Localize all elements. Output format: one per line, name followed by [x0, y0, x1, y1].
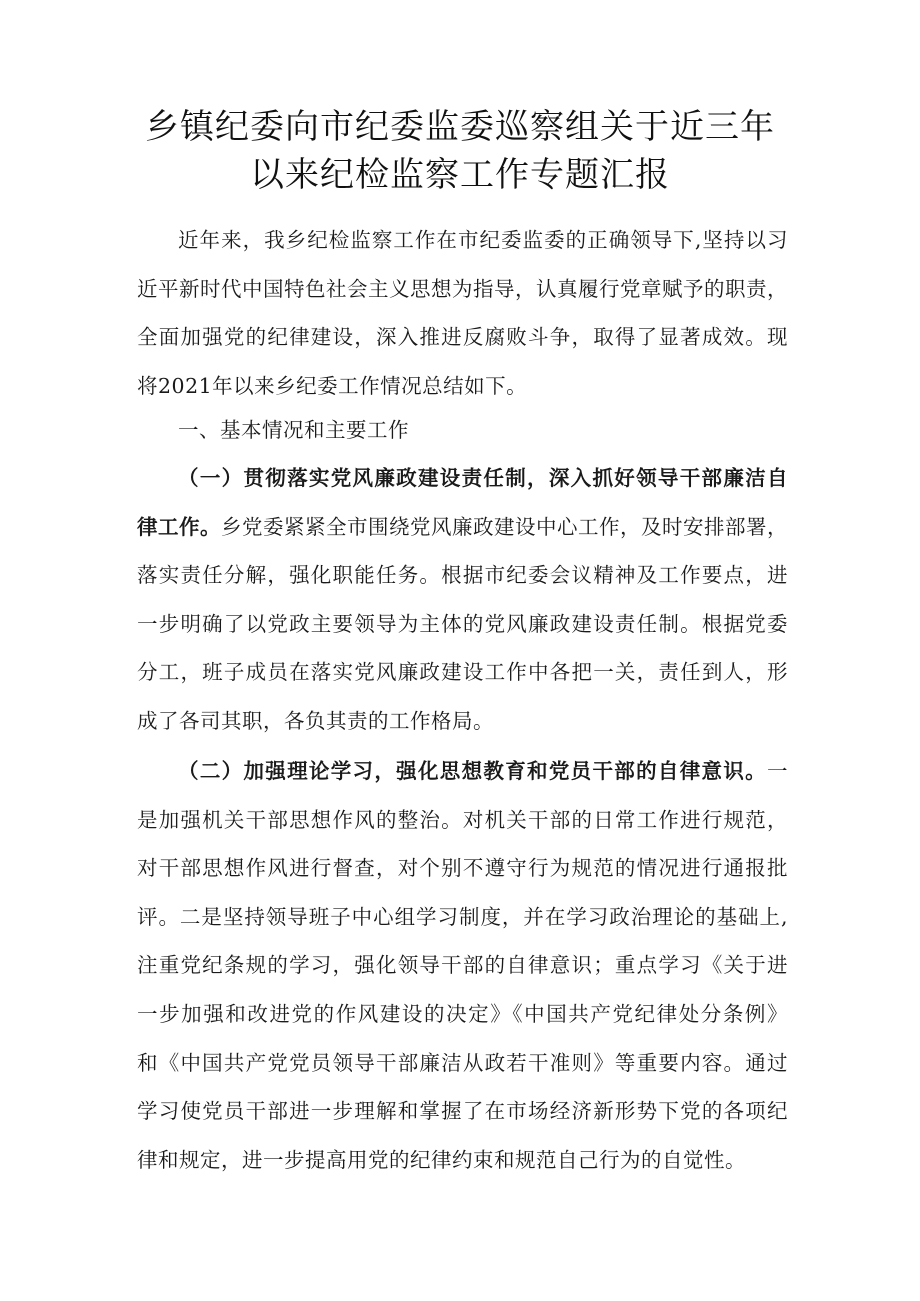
intro-paragraph — [137, 216, 788, 410]
paragraph-text: 一 — [767, 759, 788, 783]
paragraph-line: 注重党纪条规的学习，强化领导干部的自律意识；重点学习《关于进 — [137, 953, 788, 978]
paragraph-line: 律和规定，进一步提高用党的纪律约束和规范自己行为的自觉性。 — [137, 1147, 746, 1172]
paragraph-line — [137, 747, 788, 796]
document-title-line-2: 以来纪检监察工作专题汇报 — [250, 155, 670, 195]
paragraph-line: 一步明确了以党政主要领导为主体的党风廉政建设责任制。根据党委 — [137, 611, 788, 636]
item-heading-tail: 律工作。 — [137, 514, 221, 539]
paragraph-line: 是加强机关干部思想作风的整治。对机关干部的日常工作进行规范， — [137, 807, 788, 832]
document-title-line-1: 乡镇纪委向市纪委监委巡察组关于近三年 — [145, 107, 775, 147]
paragraph-text: 乡党委紧紧全市围绕党风廉政建设中心工作，及时安排部署， — [221, 514, 788, 539]
item-1-paragraph — [137, 454, 788, 746]
paragraph-line: 分工，班子成员在落实党风廉政建设工作中各把一关，责任到人，形 — [137, 660, 788, 685]
section-heading-1 — [137, 406, 788, 455]
paragraph-line: 全面加强党的纪律建设，深入推进反腐败斗争，取得了显著成效。现 — [137, 325, 788, 350]
paragraph-line: 学习使党员干部进一步理解和掌握了在市场经济新形势下党的各项纪 — [137, 1099, 788, 1124]
section-heading-text: 一、基本情况和主要工作 — [178, 418, 409, 442]
paragraph-line — [137, 503, 788, 552]
paragraph-line: 近平新时代中国特色社会主义思想为指导，认真履行党章赋予的职责， — [137, 276, 788, 301]
paragraph-line: 对干部思想作风进行督查，对个别不遵守行为规范的情况进行通报批 — [137, 856, 788, 881]
paragraph-line: 和《中国共产党党员领导干部廉洁从政若干准则》等重要内容。通过 — [137, 1050, 788, 1075]
item-2-paragraph — [137, 747, 788, 1184]
paragraph-line: 将2021年以来乡纪委工作情况总结如下。 — [137, 373, 528, 398]
paragraph-line: 评。二是坚持领导班子中心组学习制度，并在学习政治理论的基础上, — [137, 904, 788, 929]
paragraph-line: 一步加强和改进党的作风建设的决定》《中国共产党纪律处分条例》 — [137, 1001, 788, 1026]
item-heading: （二）加强理论学习，强化思想教育和党员干部的自律意识。 — [178, 759, 767, 783]
paragraph-line: 落实责任分解，强化职能任务。根据市纪委会议精神及工作要点，进 — [137, 563, 788, 588]
paragraph-line: 近年来，我乡纪检监察工作在市纪委监委的正确领导下,坚持以习 — [178, 228, 788, 252]
item-heading-line: （一）贯彻落实党风廉政建设责任制，深入抓好领导干部廉洁自 — [178, 466, 788, 490]
paragraph-line: 成了各司其职，各负其责的工作格局。 — [137, 708, 494, 733]
